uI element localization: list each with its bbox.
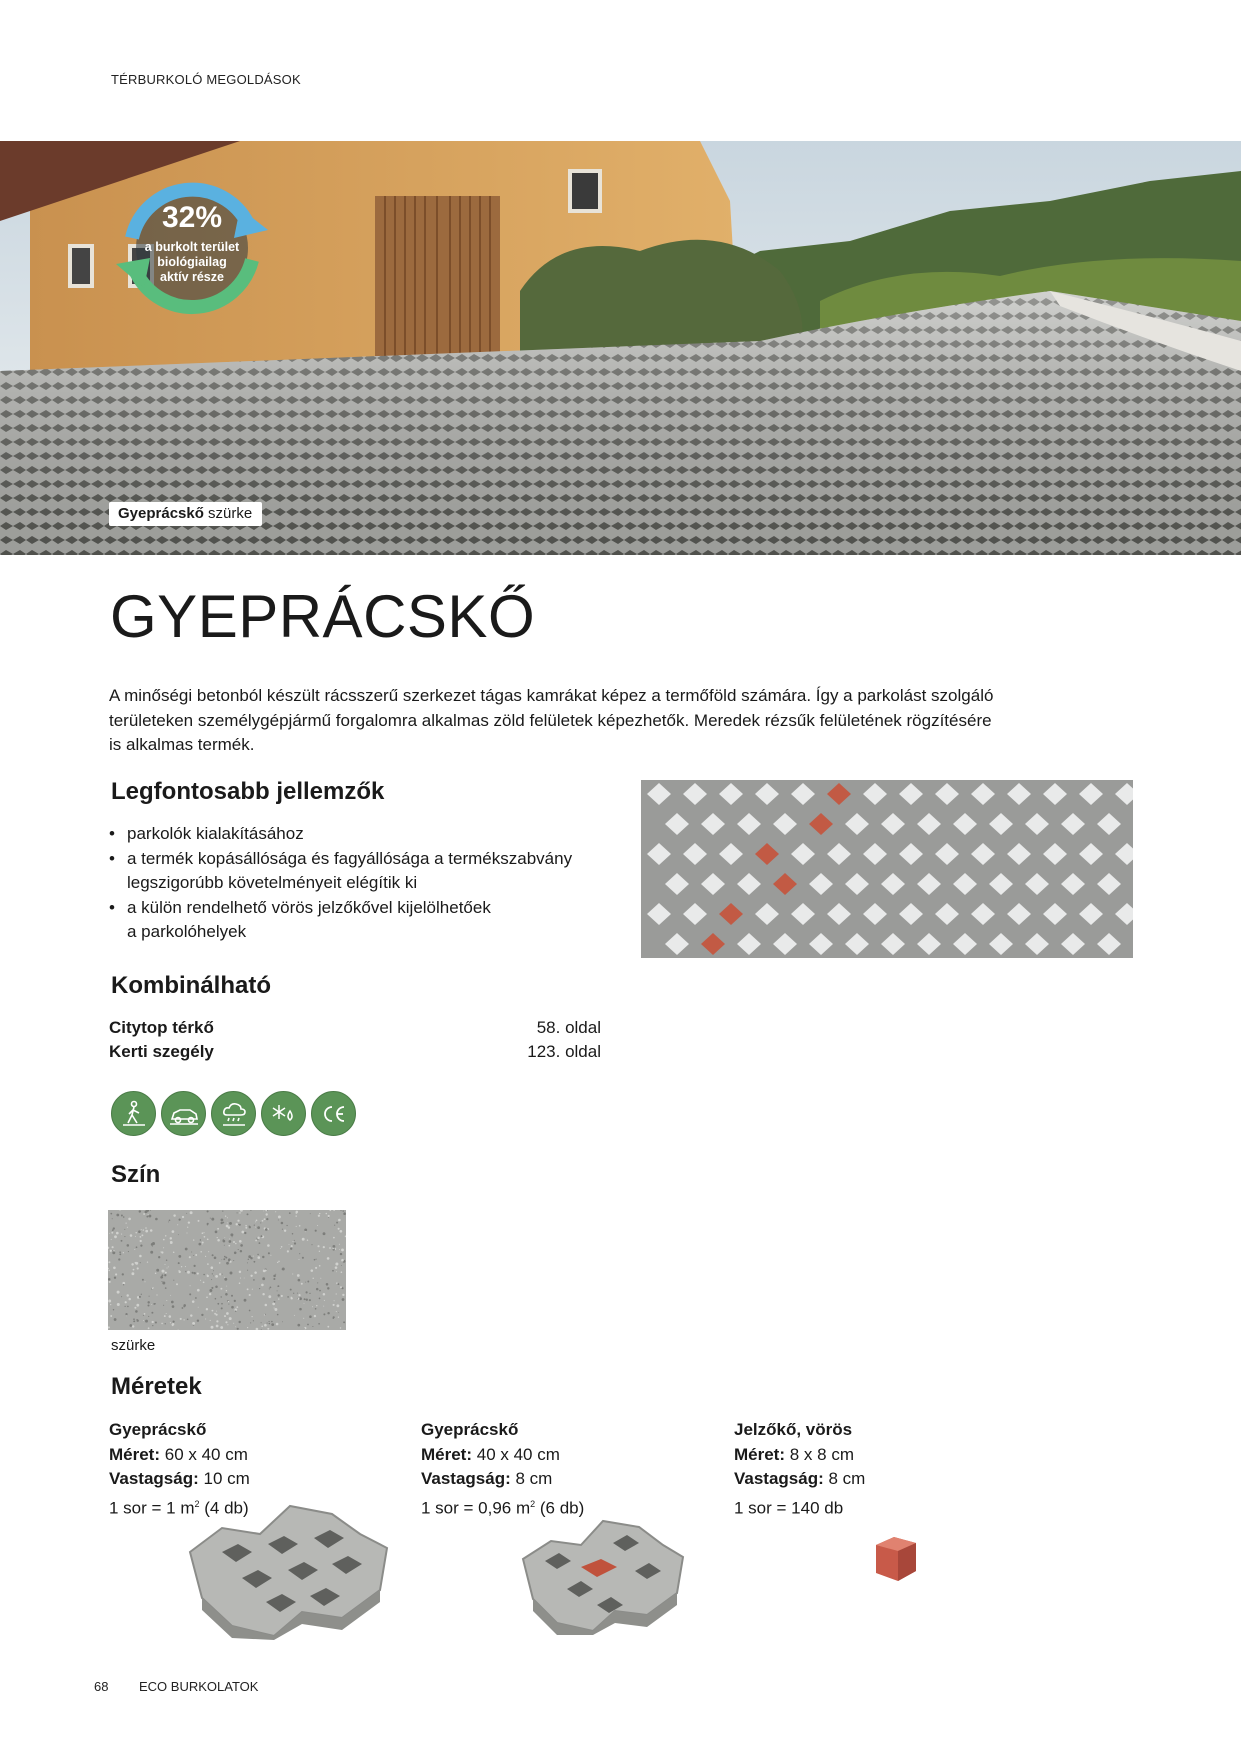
swatch-label: szürke — [111, 1337, 156, 1354]
ce-mark-icon — [311, 1091, 356, 1136]
dimension-block: Gyeprácskő Méret: 60 x 40 cm Vastagság: 10 cm 1 sor = 1 $m^2$ (4 db) — [109, 1420, 250, 1518]
car-icon — [161, 1091, 206, 1136]
product-image-red-marker — [872, 1533, 922, 1583]
badge-percent: 32% — [161, 201, 223, 234]
dimension-block: Gyeprácskő Méret: 40 x 40 cm Vastagság: 8 cm 1 sor = 0,96 $m^2$ (6 db) — [421, 1420, 585, 1518]
features-list — [109, 822, 629, 945]
eco-badge — [108, 168, 276, 328]
list-item: • a külön rendelhető vörös jelzőkővel kijelölhetőek a parkolóhelyek — [109, 896, 629, 945]
dimensions-heading: Méretek — [111, 1373, 202, 1400]
color-heading: Szín — [111, 1161, 161, 1188]
product-image-large-grid — [182, 1500, 397, 1640]
page-title: GYEPRÁCSKŐ — [110, 583, 536, 650]
list-item: • a termék kopásállósága és fagyállósága a termékszabvány legszigorúbb követelményeit elégítik ki — [109, 847, 629, 896]
color-swatch — [108, 1210, 346, 1330]
intro-paragraph: A minőségi betonból készült rácsszerű szerkezet tágas kamrákat képez a termőföld számára. Így a parkolást szolgáló területeken személygépjármű forgalomra alkalmas zöld felületek képezhetők. Meredek rézsűk felületének rögzítésére is alkalmas termék. — [109, 686, 994, 754]
features-heading: Legfontosabb jellemzők — [111, 778, 385, 805]
product-image-small-grid — [517, 1515, 687, 1635]
publication-name: ECO BURKOLATOK — [139, 1679, 259, 1694]
dimension-block: Jelzőkő, vörös Méret: 8 x 8 cm Vastagság: 8 cm 1 sor = 140 db — [734, 1420, 866, 1518]
pedestrian-icon — [111, 1091, 156, 1136]
page-number: 68 — [94, 1679, 109, 1694]
combinable-heading: Kombinálható — [111, 972, 271, 999]
frost-drop-icon — [261, 1091, 306, 1136]
property-icons — [111, 1091, 356, 1136]
combo-row: Citytop térkő 58. oldal — [109, 1018, 601, 1037]
badge-text: a burkolt terület biológiailag aktív része — [144, 240, 240, 284]
section-label: TÉRBURKOLÓ MEGOLDÁSOK — [111, 72, 301, 87]
list-item: • parkolók kialakításához — [109, 822, 629, 847]
rain-weather-icon — [211, 1091, 256, 1136]
photo-caption: Gyeprácskő szürke — [109, 502, 262, 526]
combo-row: Kerti szegély 123. oldal — [109, 1042, 601, 1061]
paving-pattern-photo — [641, 780, 1133, 958]
